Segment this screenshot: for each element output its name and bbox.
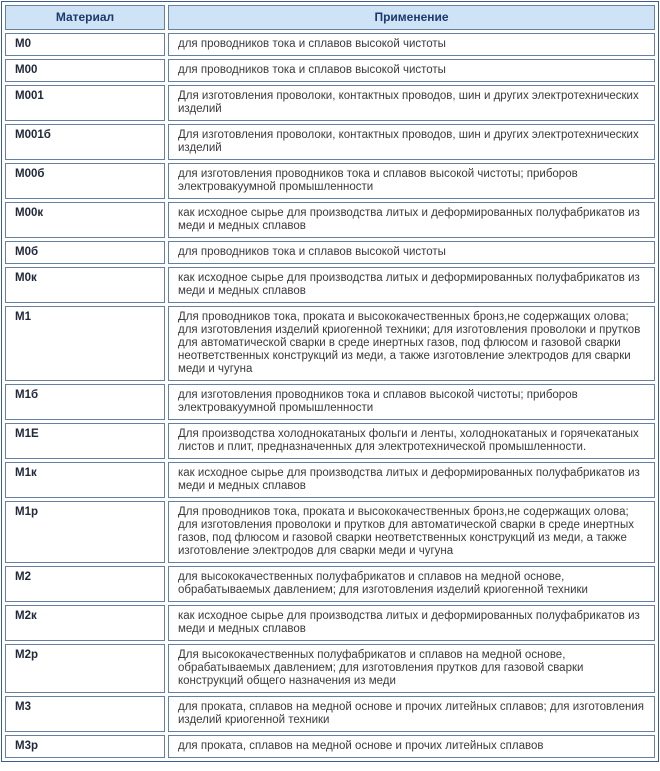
table-row xyxy=(5,163,655,199)
table-row xyxy=(5,241,655,264)
table-row xyxy=(5,59,655,82)
material-cell: М2 xyxy=(5,566,165,602)
table-row xyxy=(5,735,655,758)
material-cell: М2к xyxy=(5,605,165,641)
table-row xyxy=(5,644,655,693)
application-cell: Для проводников тока, проката и высококачественных бронз,не содержащих олова; для изготовления изделий криогенной техники; для изготовления проволоки и прутков для автоматической сварки в среде инертных газов, под флюсом и газовой сварки неответственных конструкций из меди, а также изготовление электродов для сварки меди и чугуна xyxy=(168,306,655,381)
material-cell: М00б xyxy=(5,163,165,199)
table-header xyxy=(5,5,655,30)
table-row xyxy=(5,202,655,238)
table-row xyxy=(5,605,655,641)
material-cell: М1к xyxy=(5,462,165,498)
application-cell: Для высококачественных полуфабрикатов и сплавов на медной основе, обрабатываемых давлением; для изготовления прутков для газовой сварки конструкций общего назначения из меди xyxy=(168,644,655,693)
material-cell: М1р xyxy=(5,501,165,563)
application-cell: для изготовления проводников тока и сплавов высокой чистоты; приборов электровакуумной промышленности xyxy=(168,163,655,199)
application-cell: для изготовления проводников тока и сплавов высокой чистоты; приборов электровакуумной промышленности xyxy=(168,384,655,420)
application-cell: для проводников тока и сплавов высокой чистоты xyxy=(168,59,655,82)
table-row xyxy=(5,267,655,303)
material-cell: М001 xyxy=(5,85,165,121)
table-row xyxy=(5,306,655,381)
table-row xyxy=(5,501,655,563)
application-cell: для высококачественных полуфабрикатов и сплавов на медной основе, обрабатываемых давлением; для изготовления изделий криогенной техники xyxy=(168,566,655,602)
column-header-material: Материал xyxy=(5,5,165,30)
application-cell: Для изготовления проволоки, контактных проводов, шин и других электротехнических изделий xyxy=(168,124,655,160)
column-header-application: Применение xyxy=(168,5,655,30)
table-row xyxy=(5,33,655,56)
material-cell: М0б xyxy=(5,241,165,264)
application-cell: Для изготовления проволоки, контактных проводов, шин и других электротехнических изделий xyxy=(168,85,655,121)
table-row xyxy=(5,566,655,602)
material-cell: М3 xyxy=(5,696,165,732)
table-row xyxy=(5,124,655,160)
application-cell: для проводников тока и сплавов высокой чистоты xyxy=(168,33,655,56)
material-cell: М2р xyxy=(5,644,165,693)
material-cell: М00 xyxy=(5,59,165,82)
header-row xyxy=(5,5,655,30)
material-cell: М0к xyxy=(5,267,165,303)
table-body xyxy=(5,33,655,758)
application-cell: для проката, сплавов на медной основе и прочих литейных сплавов; для изготовления изделий криогенной техники xyxy=(168,696,655,732)
material-cell: М1 xyxy=(5,306,165,381)
material-cell: М1б xyxy=(5,384,165,420)
application-cell: как исходное сырье для производства литых и деформированных полуфабрикатов из меди и медных сплавов xyxy=(168,605,655,641)
table-row xyxy=(5,384,655,420)
copper-grades-table xyxy=(1,1,659,762)
application-cell: Для производства холоднокатаных фольги и ленты, холоднокатаных и горячекатаных листов и плит, предназначенных для электротехнической промышленности. xyxy=(168,423,655,459)
table-row xyxy=(5,696,655,732)
application-cell: для проката, сплавов на медной основе и прочих литейных сплавов xyxy=(168,735,655,758)
application-cell: для проводников тока и сплавов высокой чистоты xyxy=(168,241,655,264)
application-cell: как исходное сырье для производства литых и деформированных полуфабрикатов из меди и медных сплавов xyxy=(168,462,655,498)
application-cell: Для проводников тока, проката и высококачественных бронз,не содержащих олова; для изготовления проволоки и прутков для автоматической сварки в среде инертных газов, под флюсом и газовой сварки неответственных конструкций из меди, а также изготовление электродов для сварки меди и чугуна xyxy=(168,501,655,563)
application-cell: как исходное сырье для производства литых и деформированных полуфабрикатов из меди и медных сплавов xyxy=(168,267,655,303)
table-row xyxy=(5,462,655,498)
material-cell: М3р xyxy=(5,735,165,758)
material-cell: М001б xyxy=(5,124,165,160)
material-cell: М00к xyxy=(5,202,165,238)
material-cell: М0 xyxy=(5,33,165,56)
material-cell: М1Е xyxy=(5,423,165,459)
table-row xyxy=(5,423,655,459)
table-row xyxy=(5,85,655,121)
application-cell: как исходное сырье для производства литых и деформированных полуфабрикатов из меди и медных сплавов xyxy=(168,202,655,238)
